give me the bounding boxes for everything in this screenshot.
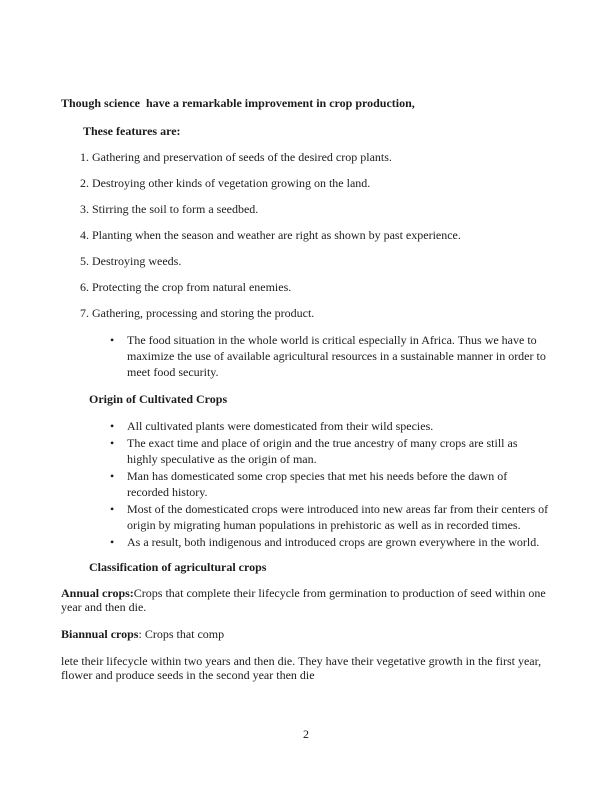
- numbered-item: 5. Destroying weeds.: [80, 254, 182, 268]
- bullet-item-text: The exact time and place of origin and the true ancestry of many crops are still as highly speculative as the origin of man.: [127, 435, 521, 466]
- numbered-item: 7. Gathering, processing and storing the product.: [80, 306, 315, 320]
- bullet-icon: •: [110, 419, 115, 433]
- annual-crops-paragraph: [61, 586, 551, 614]
- bullet-item: [61, 332, 551, 380]
- biannual-crops-paragraph: [61, 627, 551, 641]
- numbered-item: 4. Planting when the season and weather are right as shown by past experience.: [80, 228, 461, 242]
- intro-paragraph: Though science have a remarkable improvement in crop production,: [61, 96, 415, 110]
- bullet-item-text: As a result, both indigenous and introduced crops are grown everywhere in the world.: [127, 534, 540, 549]
- annual-crops-definition: Crops that complete their lifecycle from germination to production of seed within one year and then die.: [61, 586, 549, 614]
- bullet-icon: •: [110, 333, 115, 347]
- annual-crops-term: Annual crops:: [61, 586, 134, 600]
- page-number: 2: [303, 727, 309, 741]
- bullet-item: [61, 468, 551, 501]
- origin-bullet-list: [61, 418, 551, 550]
- bullet-item: [61, 534, 551, 551]
- biannual-crops-definition: : Crops that comp: [138, 627, 225, 641]
- bullet-item-text: Man has domesticated some crop species that met his needs before the dawn of recorded history.: [127, 468, 511, 499]
- bullet-item: [61, 418, 551, 435]
- numbered-item: 1. Gathering and preservation of seeds of the desired crop plants.: [80, 150, 392, 164]
- food-security-note: [61, 332, 551, 380]
- origin-heading: Origin of Cultivated Crops: [89, 392, 228, 406]
- features-heading: These features are:: [83, 124, 181, 138]
- bullet-item: [61, 501, 551, 534]
- numbered-item: 6. Protecting the crop from natural enemies.: [80, 280, 292, 294]
- biannual-crops-term: Biannual crops: [61, 627, 139, 641]
- bullet-icon: •: [110, 501, 115, 516]
- numbered-item: 3. Stirring the soil to form a seedbed.: [80, 202, 259, 216]
- bullet-item: [61, 435, 551, 468]
- bullet-item-text: Most of the domesticated crops were introduced into new areas far from their centers of origin by migrating human populations in prehistoric as well as in recorded times.: [127, 501, 552, 532]
- bullet-icon: •: [110, 468, 115, 483]
- biannual-continuation-paragraph: lete their lifecycle within two years and then die. They have their vegetative growth in the first year, flower and produce seeds in the second year then die: [61, 654, 545, 682]
- bullet-item-text: All cultivated plants were domesticated from their wild species.: [127, 419, 434, 433]
- numbered-item: 2. Destroying other kinds of vegetation growing on the land.: [80, 176, 371, 190]
- bullet-item-text: The food situation in the whole world is critical especially in Africa. Thus we have to maximize the use of available agricultural resources in a sustainable manner in order to meet food security.: [127, 333, 549, 379]
- bullet-icon: •: [110, 435, 115, 450]
- classification-heading: Classification of agricultural crops: [89, 560, 267, 574]
- bullet-icon: •: [110, 534, 115, 549]
- page-content: [61, 96, 551, 682]
